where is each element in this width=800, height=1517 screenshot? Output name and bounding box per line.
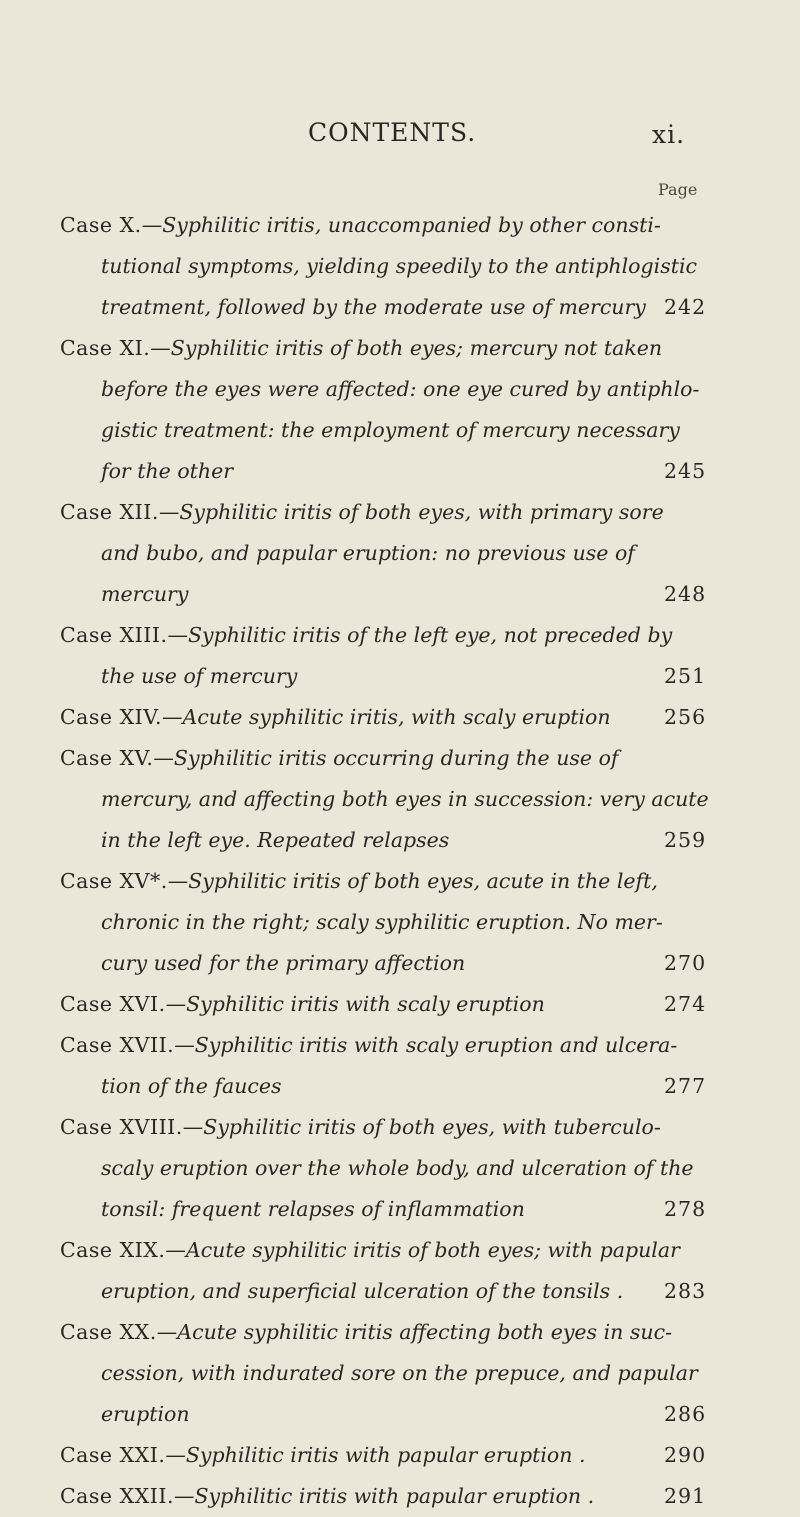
- entry-line: [0, 1312, 800, 1353]
- page-number: 270: [664, 951, 707, 975]
- entry-line: [0, 533, 800, 574]
- entry-line: [0, 738, 800, 779]
- entry-text: —Syphilitic iritis of both eyes; mercury not taken: [150, 336, 663, 360]
- page-column-label: Page: [658, 180, 698, 199]
- entry-line: [0, 246, 800, 287]
- contents-entry[interactable]: [0, 697, 800, 738]
- entry-line: [0, 1025, 800, 1066]
- contents-entry[interactable]: [0, 1107, 800, 1230]
- contents-entry[interactable]: [0, 738, 800, 861]
- contents-entry[interactable]: [0, 328, 800, 492]
- entry-line: [0, 451, 800, 492]
- entry-line: [0, 574, 800, 615]
- entry-line: [0, 656, 800, 697]
- page-number: 274: [664, 992, 707, 1016]
- entry-line: [0, 1271, 800, 1312]
- entry-text: —Syphilitic iritis with papular eruption .: [173, 1484, 595, 1508]
- contents-entry[interactable]: [0, 205, 800, 328]
- entry-text: —Syphilitic iritis occurring during the use of: [153, 746, 619, 770]
- entry-text: tonsil: frequent relapses of inflammation: [101, 1197, 525, 1221]
- contents-entry[interactable]: [0, 1025, 800, 1107]
- entry-text: cury used for the primary affection: [101, 951, 466, 975]
- page-number: 283: [664, 1279, 707, 1303]
- entry-line: [0, 1353, 800, 1394]
- entry-text: —Syphilitic iritis, unaccompanied by other consti-: [141, 213, 661, 237]
- entry-text: —Syphilitic iritis with papular eruption .: [165, 1443, 586, 1467]
- entry-text: mercury: [101, 582, 189, 606]
- entry-line: [0, 287, 800, 328]
- case-label: Case XV.: [60, 746, 154, 770]
- page-number: 259: [664, 828, 707, 852]
- contents-entry[interactable]: [0, 1435, 800, 1476]
- entry-text: —Syphilitic iritis of both eyes, acute in the left,: [167, 869, 658, 893]
- case-label: Case XXI.: [60, 1443, 166, 1467]
- case-label: Case XXII.: [60, 1484, 174, 1508]
- case-label: Case XVIII.: [60, 1115, 183, 1139]
- entry-text: —Syphilitic iritis of both eyes, with tuberculo-: [182, 1115, 661, 1139]
- page-number: 251: [664, 664, 707, 688]
- entry-text: and bubo, and papular eruption: no previous use of: [101, 541, 635, 565]
- page-number: 291: [664, 1484, 707, 1508]
- case-label: Case XIII.: [60, 623, 168, 647]
- entry-text: before the eyes were affected: one eye cured by antiphlo-: [101, 377, 700, 401]
- entry-text: cession, with indurated sore on the prepuce, and papular: [101, 1361, 698, 1385]
- entry-line: [0, 205, 800, 246]
- entry-text: chronic in the right; scaly syphilitic eruption. No mer-: [101, 910, 663, 934]
- entry-line: [0, 1189, 800, 1230]
- entry-text: scaly eruption over the whole body, and ulceration of the: [101, 1156, 694, 1180]
- entry-line: [0, 369, 800, 410]
- entry-line: [0, 697, 800, 738]
- entry-text: tion of the fauces: [101, 1074, 282, 1098]
- entry-line: [0, 1476, 800, 1517]
- entry-text: mercury, and affecting both eyes in succession: very acute: [101, 787, 709, 811]
- entry-text: —Syphilitic iritis with scaly eruption and ulcera-: [174, 1033, 678, 1057]
- page-number: 242: [664, 295, 707, 319]
- entry-line: [0, 861, 800, 902]
- entry-text: the use of mercury: [101, 664, 298, 688]
- page-number: 290: [664, 1443, 707, 1467]
- entry-line: [0, 1066, 800, 1107]
- entry-line: [0, 984, 800, 1025]
- entry-line: [0, 328, 800, 369]
- entry-line: [0, 902, 800, 943]
- contents-entry[interactable]: [0, 492, 800, 615]
- running-header: [0, 118, 800, 158]
- entry-line: [0, 492, 800, 533]
- page-number: 277: [664, 1074, 707, 1098]
- case-label: Case XII.: [60, 500, 159, 524]
- case-label: Case X.: [60, 213, 142, 237]
- entry-text: treatment, followed by the moderate use of mercury: [101, 295, 646, 319]
- entry-text: tutional symptoms, yielding speedily to the antiphlogistic: [101, 254, 698, 278]
- entry-text: gistic treatment: the employment of mercury necessary: [101, 418, 680, 442]
- page-number: 278: [664, 1197, 707, 1221]
- entry-line: [0, 943, 800, 984]
- entry-line: [0, 1148, 800, 1189]
- entry-text: —Acute syphilitic iritis affecting both eyes in suc-: [156, 1320, 672, 1344]
- page-number: 245: [664, 459, 707, 483]
- page-title: CONTENTS.: [308, 118, 477, 147]
- entry-line: [0, 1230, 800, 1271]
- entry-line: [0, 779, 800, 820]
- entry-text: for the other: [101, 459, 234, 483]
- entry-text: eruption, and superficial ulceration of the tonsils .: [101, 1279, 624, 1303]
- entry-text: —Syphilitic iritis of both eyes, with primary sore: [158, 500, 664, 524]
- contents-entry[interactable]: [0, 861, 800, 984]
- case-label: Case XVI.: [60, 992, 166, 1016]
- page-number: 256: [664, 705, 707, 729]
- entry-text: —Acute syphilitic iritis, with scaly eruption: [162, 705, 611, 729]
- case-label: Case XV*.: [60, 869, 168, 893]
- entry-line: [0, 1107, 800, 1148]
- case-label: Case XIV.: [60, 705, 163, 729]
- entry-line: [0, 1394, 800, 1435]
- entry-line: [0, 1435, 800, 1476]
- entry-line: [0, 820, 800, 861]
- contents-entry[interactable]: [0, 1230, 800, 1312]
- contents-entry[interactable]: [0, 615, 800, 697]
- case-label: Case XVII.: [60, 1033, 175, 1057]
- roman-page-number: xi.: [652, 120, 686, 149]
- page-number: 286: [664, 1402, 707, 1426]
- entry-text: in the left eye. Repeated relapses: [101, 828, 450, 852]
- contents-entry[interactable]: [0, 984, 800, 1025]
- entry-text: —Syphilitic iritis with scaly eruption: [165, 992, 545, 1016]
- entry-text: eruption: [101, 1402, 190, 1426]
- page-number: 248: [664, 582, 707, 606]
- contents-entry[interactable]: [0, 1312, 800, 1435]
- case-label: Case XX.: [60, 1320, 157, 1344]
- entry-text: —Acute syphilitic iritis of both eyes; with papular: [165, 1238, 680, 1262]
- contents-list: [0, 205, 800, 1517]
- entry-text: —Syphilitic iritis of the left eye, not preceded by: [167, 623, 673, 647]
- case-label: Case XIX.: [60, 1238, 166, 1262]
- entry-line: [0, 410, 800, 451]
- contents-entry[interactable]: [0, 1476, 800, 1517]
- case-label: Case XI.: [60, 336, 151, 360]
- entry-line: [0, 615, 800, 656]
